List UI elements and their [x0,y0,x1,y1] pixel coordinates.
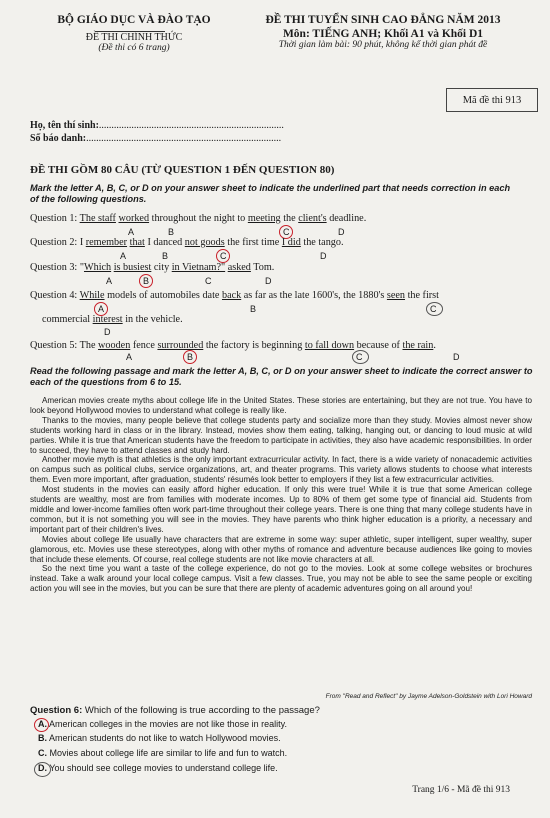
pencil-mark-circle [34,762,51,777]
q3-label: Question 3: [30,262,78,273]
q4-option-b: back [221,290,242,301]
q5-label: Question 5: [30,340,78,351]
q4-option-a: While [79,290,105,301]
exam-code: Mã đề thi 913 [462,94,522,106]
q2-letter-a: A [120,251,127,261]
q1-option-b: worked [118,213,150,224]
question-1 [30,213,366,224]
q4-letter-d: D [104,327,111,337]
instruction-2: Read the following passage and mark the letter A, B, C, or D on your answer sheet to indicate the correct answer to each of the questions from 6 to 15. [30,366,533,387]
q1-text: the [280,213,299,224]
q4-option-d: interest [92,314,123,325]
q3-letter-b: B [143,276,150,286]
q6-option-c [38,748,287,758]
answer-mark-circle [183,350,197,364]
q6-option-a [38,719,287,729]
ministry-name: BỘ GIÁO DỤC VÀ ĐÀO TẠO [57,14,211,26]
q6-option-letter: D. [38,763,47,773]
question-4-line2 [42,314,183,325]
q2-letter-b: B [162,251,169,261]
passage-source: From "Read and Reflect" by Jayme Adelson-Goldstein with Lori Howard [325,693,532,700]
q4-option-c: seen [386,290,406,301]
q3-option-c: in Vietnam?" [171,262,226,273]
q2-option-b: that [129,237,145,248]
q1-text: throughout the night to [149,213,248,224]
question-2 [30,237,344,248]
answer-mark-circle [139,274,153,288]
name-label: Họ, tên thí sinh: [30,120,99,131]
q3-option-a: Which [83,262,112,273]
official-label: ĐỀ THI CHÍNH THỨC [85,32,183,43]
q5-text: The [79,340,99,351]
q4-letter-a: A [98,304,105,314]
pencil-mark-circle [426,302,443,316]
q2-label: Question 2: [30,237,78,248]
q5-option-a: wooden [98,340,131,351]
candidate-name-field [30,120,284,131]
q2-option-a: remember [85,237,128,248]
q5-letter-d: D [453,352,460,362]
q2-text: the tango. [300,237,344,248]
q5-letter-a: A [126,352,133,362]
q3-text: " [79,262,84,273]
q2-option-c: not goods [184,237,225,248]
q1-option-c: meeting [247,213,281,224]
q4-text: models of automobiles date [104,290,222,301]
q5-letter-c: C [356,352,363,362]
exam-subject: Môn: TIẾNG ANH; Khối A1 và Khối D1 [282,28,484,40]
q4-text: as far as the late 1600's, the 1880's [241,290,387,301]
pages-note: (Đề thi có 6 trang) [98,43,170,53]
q2-letter-c: C [220,251,227,261]
q5-option-d: the rain [402,340,434,351]
question-6 [30,705,320,716]
q6-option-d [38,763,278,773]
q1-letter-a: A [128,227,135,237]
q5-text: the factory is beginning [203,340,305,351]
q3-option-d: asked [227,262,251,273]
q1-text: deadline. [326,213,367,224]
q3-option-b: is busiest [113,262,152,273]
q6-option-text: American students do not like to watch Hollywood movies. [49,733,281,743]
header-right [238,14,528,50]
header-left [34,14,234,53]
q4-text: commercial [42,314,93,325]
q1-option-d: client's [298,213,327,224]
q5-text: fence [130,340,158,351]
question-5 [30,340,436,351]
q6-option-text: Movies about college life are similar to life and fun to watch. [49,748,288,758]
passage-paragraph-2: Thanks to the movies, many people believe that college students party and socialize more than they study. Movies almost never show students working hard in class or in the library. Instead, movies show them eating, talking, hanging out, or dancing to loud music at wild parties. While it is true that American students have the freedom to participate in activities, they also have academic responsibilities. In order to succeed, they have to attend classes and study hard. [30,415,532,455]
q5-text: . [433,340,436,351]
q5-option-b: surrounded [157,340,204,351]
q1-option-a: The staff [79,213,116,224]
name-dots: .......................................................................... [98,120,284,131]
passage-paragraph-5: Movies about college life usually have characters that are extreme in some way: super athletic, super intelligent, super wealthy, super glamorous, etc. Movies use these stereotypes, along with other myths of romance and adventure because audiences like going to movies that include these elements. Of course, real college students are not like movie characters at all. [30,534,532,564]
q1-label: Question 1: [30,213,78,224]
q5-text: because of [354,340,403,351]
q2-option-d: I did [281,237,301,248]
header-rule [95,31,165,32]
passage-paragraph-3: Another movie myth is that athletics is the only important extracurricular activity. In fact, there is a wide variety of nonacademic activities on campus such as political clubs, service organizations, art, and theater programs. This variety allows students to choose what interests them. Even more important, after graduation, students' résumés look better to employers if they list a few extracurricular activities. [30,455,532,485]
q3-letter-d: D [265,276,272,286]
candidate-id-field [30,133,281,144]
q1-letter-d: D [338,227,345,237]
q6-label: Question 6: [30,705,83,716]
q6-option-b [38,733,281,743]
q6-option-text: American colleges in the movies are not like those in reality. [49,719,287,729]
exam-title: ĐỀ THI TUYỂN SINH CAO ĐẲNG NĂM 2013 [265,14,501,26]
reading-passage [30,396,532,594]
q3-letter-a: A [106,276,113,286]
q4-letter-b: B [250,304,257,314]
id-label: Số báo danh: [30,133,87,144]
question-3 [30,262,274,273]
passage-paragraph-4: Most students in the movies can easily afford higher education. If only this were true! While it is true that some American college students are wealthy, most are from families with moderate incomes. Up to 80% of them get some type of financial aid. Students from middle and lower-income families often work part-time throughout their college years. There is one thing that many college students have in common, but it is not something you will see in the movies. They have parents who think higher education is a priority, a necessary and important part of their children's lives. [30,485,532,534]
question-4 [30,290,439,301]
q1-letter-b: B [168,227,175,237]
q3-text: city [151,262,172,273]
id-dots: .............................................................................. [86,133,282,144]
q6-option-text: You should see college movies to understand college life. [49,763,278,773]
q1-letter-c: C [283,227,290,237]
q5-letter-b: B [187,352,194,362]
q6-option-letter: C. [38,748,47,758]
section-title: ĐỀ THI GỒM 80 CÂU (TỪ QUESTION 1 ĐẾN QUESTION 80) [30,164,335,176]
exam-code-box [446,88,538,112]
q2-text: the first time [224,237,282,248]
time-note: Thời gian làm bài: 90 phút, không kể thời gian phát đề [278,40,488,50]
instruction-1: Mark the letter A, B, C, or D on your answer sheet to indicate the underlined part that needs correction in each of the following questions. [30,183,511,204]
q4-label: Question 4: [30,290,78,301]
q3-text: Tom. [250,262,275,273]
passage-paragraph-6: So the next time you want a taste of the college experience, do not go to the movies. Look at some college websites or brochures instead. Take a walk around your local college campus. Visit a few classes. True, you may not be able to see the same people or exciting action you will see in the movies, but you can be sure that there are plenty of academic adventures going on all around you! [30,564,532,594]
q5-option-c: to fall down [304,340,355,351]
answer-mark-circle [34,718,49,732]
q6-text: Which of the following is true according to the passage? [84,705,320,716]
answer-mark-circle [216,249,230,263]
passage-paragraph-1: American movies create myths about college life in the United States. These stories are entertaining, but they are not true. You have to look beyond Hollywood movies to understand what college is really like. [30,396,532,415]
q3-letter-c: C [205,276,212,286]
q2-text: I danced [144,237,185,248]
q2-text: I [79,237,86,248]
q4-text: the first [405,290,439,301]
pencil-mark-circle [352,350,369,364]
q4-letter-c: C [430,304,437,314]
q6-option-letter: A. [38,719,47,729]
q4-text: in the vehicle. [122,314,183,325]
page-footer: Trang 1/6 - Mã đề thi 913 [412,785,510,795]
q2-letter-d: D [320,251,327,261]
q6-option-letter: B. [38,733,47,743]
